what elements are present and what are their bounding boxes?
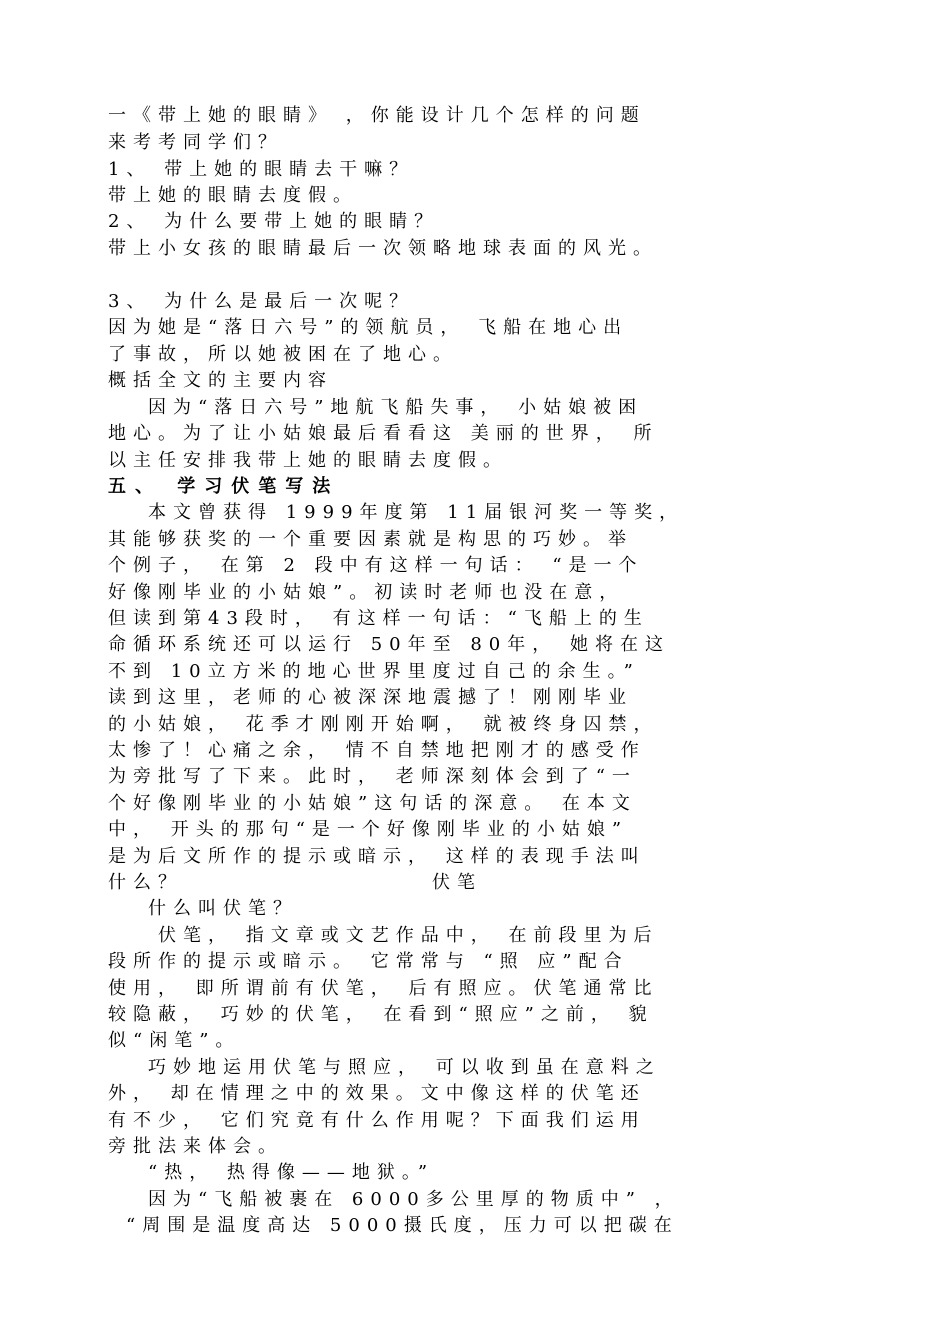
quote-line: “热， 热得像——地狱。” (148, 1162, 435, 1183)
answer-fubi: 伏笔 (432, 872, 482, 893)
summary-line-3: 以主任安排我带上她的眼睛去度假。 (108, 450, 508, 471)
paragraph-line: 个例子， 在第 2 段中有这样一句话： “是一个 (108, 555, 644, 576)
paragraph-line: “周围是温度高达 5000摄氏度，压力可以把碳在 (126, 1215, 679, 1236)
definition-line: 似“闲笔”。 (108, 1030, 241, 1051)
definition-line: 段所作的提示或暗示。 它常常与 “照 应”配合 (108, 951, 629, 972)
paragraph-line: 本文曾获得 1999年度第 11届银河奖一等奖， (148, 502, 685, 523)
question-intro-line-1: 一《带上她的眼睛》 ，你能设计几个怎样的问题 (108, 105, 646, 126)
definition-line: 较隐蔽， 巧妙的伏笔， 在看到“照应”之前， 貌 (108, 1004, 654, 1025)
question-2: 2、 为什么要带上她的眼睛？ (108, 211, 440, 232)
definition-question: 什么叫伏笔？ (148, 898, 298, 919)
paragraph-line: 有不少， 它们究竟有什么作用呢？下面我们运用 (108, 1110, 646, 1131)
paragraph-line: 好像刚毕业的小姑娘”。初读时老师也没在意， (108, 582, 625, 603)
paragraph-line: 为旁批写了下来。此时， 老师深刻体会到了“一 (108, 766, 637, 787)
paragraph-line: 外， 却在情理之中的效果。文中像这样的伏笔还 (108, 1083, 646, 1104)
question-intro-line-2: 来考考同学们？ (108, 132, 283, 153)
answer-2: 带上小女孩的眼睛最后一次领略地球表面的风光。 (108, 238, 658, 259)
paragraph-line: 因为“飞船被裹在 6000多公里厚的物质中” ， (148, 1189, 680, 1210)
paragraph-line: 中， 开头的那句“是一个好像刚毕业的小姑娘” (108, 819, 629, 840)
answer-3-line-2: 了事故，所以她被困在了地心。 (108, 344, 458, 365)
section-five-heading: 五、 学习伏笔写法 (108, 476, 340, 497)
paragraph-line: 读到这里，老师的心被深深地震撼了！刚刚毕业 (108, 687, 633, 708)
summary-line-2: 地心。为了让小姑娘最后看看这 美丽的世界， 所 (108, 423, 659, 444)
paragraph-line: 是为后文所作的提示或暗示， 这样的表现手法叫 (108, 846, 646, 867)
summary-line-1: 因为“落日六号”地航飞船失事， 小姑娘被困 (148, 397, 644, 418)
paragraph-line: 但读到第43段时， 有这样一句话：“飞船上的生 (108, 608, 649, 629)
paragraph-line: 什么？ (108, 872, 183, 893)
question-3: 3、 为什么是最后一次呢？ (108, 291, 415, 312)
summary-heading: 概括全文的主要内容 (108, 370, 333, 391)
paragraph-line: 个好像刚毕业的小姑娘”这句话的深意。 在本文 (108, 793, 637, 814)
answer-1: 带上她的眼睛去度假。 (108, 185, 358, 206)
definition-line: 使用， 即所谓前有伏笔， 后有照应。伏笔通常比 (108, 978, 659, 999)
question-1: 1、 带上她的眼睛去干嘛？ (108, 159, 415, 180)
paragraph-line: 巧妙地运用伏笔与照应， 可以收到虽在意料之 (148, 1057, 661, 1078)
paragraph-line: 的小姑娘， 花季才刚刚开始啊， 就被终身囚禁， (108, 714, 659, 735)
paragraph-line: 其能够获奖的一个重要因素就是构思的巧妙。举 (108, 529, 633, 550)
paragraph-line: 不到 10立方米的地心世界里度过自己的余生。” (108, 661, 640, 682)
paragraph-line: 命循环系统还可以运行 50年至 80年， 她将在这 (108, 634, 670, 655)
definition-line: 伏笔， 指文章或文艺作品中， 在前段里为后 (158, 925, 659, 946)
paragraph-line: 太惨了！心痛之余， 情不自禁地把刚才的感受作 (108, 740, 646, 761)
answer-3-line-1: 因为她是“落日六号”的领航员， 飞船在地心出 (108, 317, 629, 338)
paragraph-line: 旁批法来体会。 (108, 1136, 283, 1157)
